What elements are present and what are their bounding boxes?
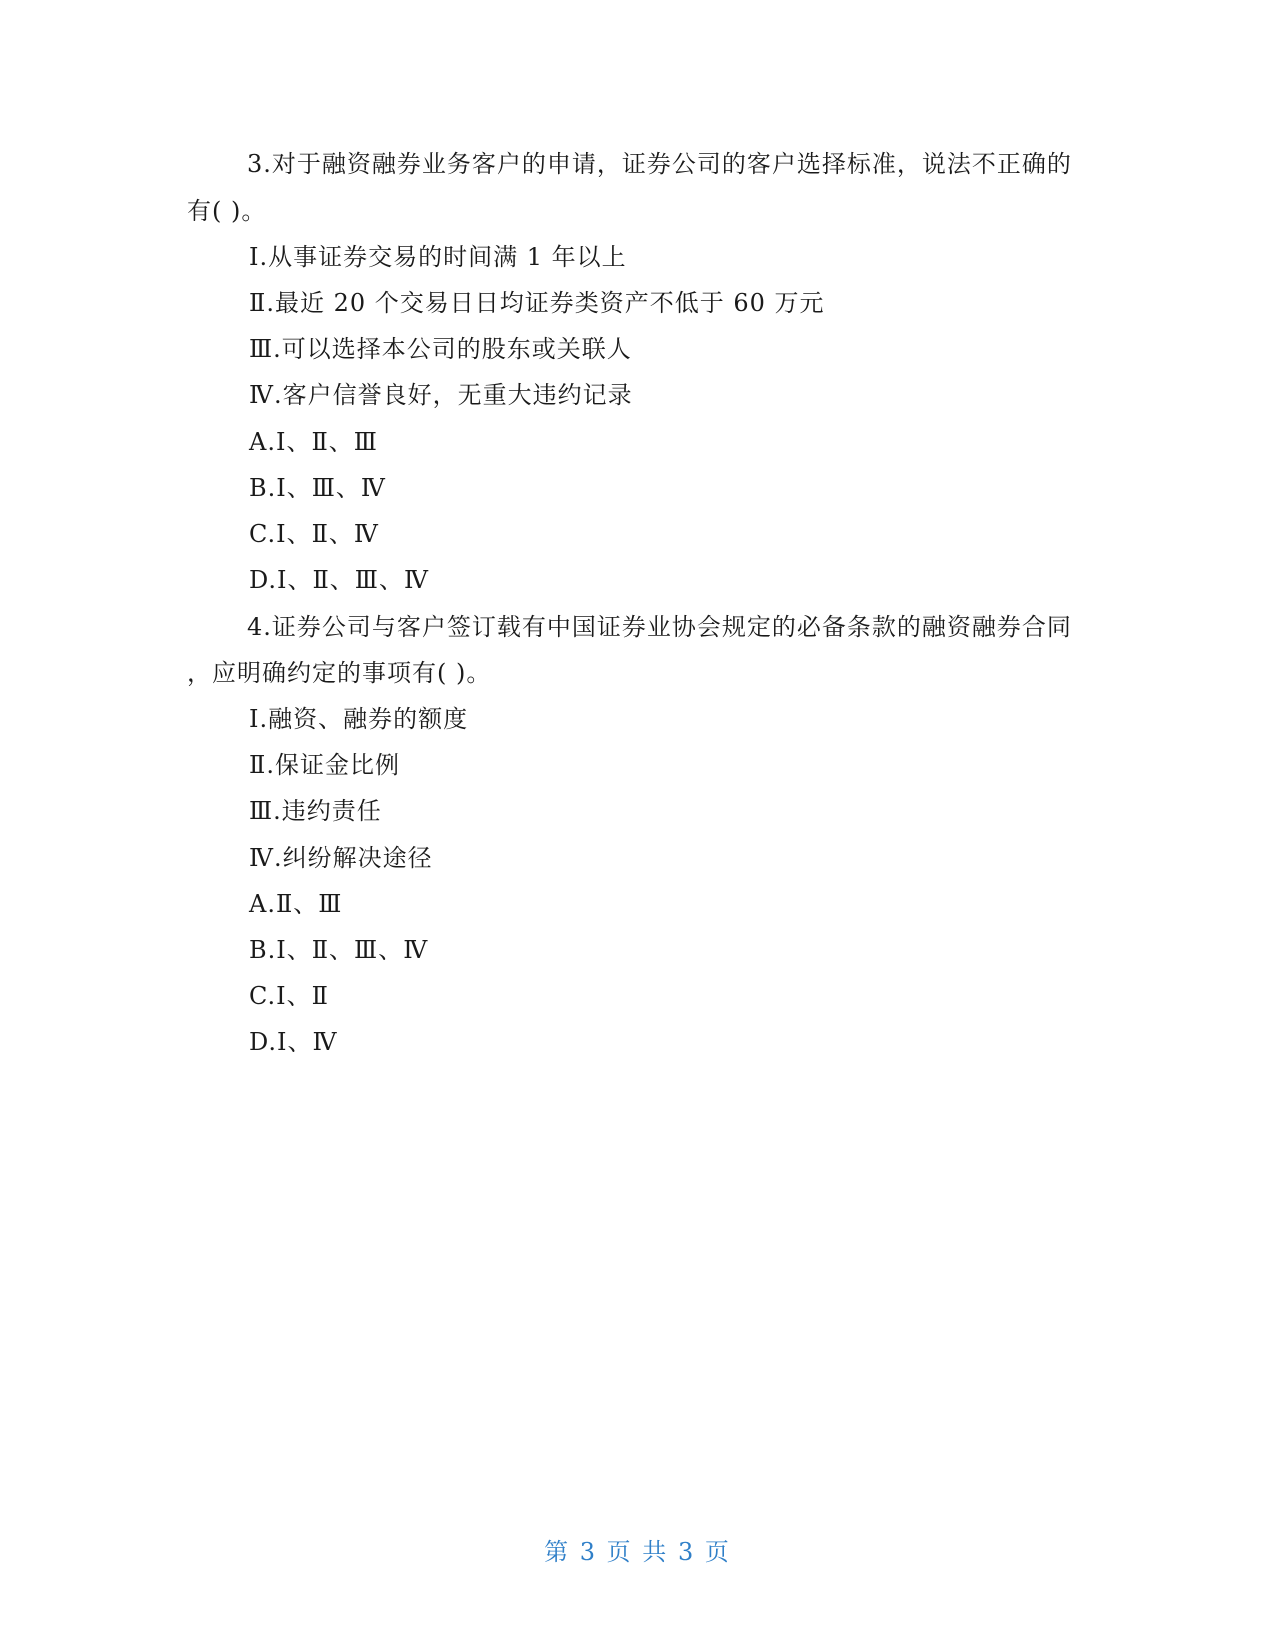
question-3-option-a: A.Ⅰ、Ⅱ、Ⅲ <box>249 428 378 456</box>
question-3-option-c: C.Ⅰ、Ⅱ、Ⅳ <box>249 520 379 548</box>
question-3-stem: 3.对于融资融券业务客户的申请，证券公司的客户选择标准，说法不正确的 <box>247 150 1072 178</box>
question-4-stem: 4.证券公司与客户签订载有中国证券业协会规定的必备条款的融资融券合同 <box>247 613 1072 641</box>
question-4-option-a: A.Ⅱ、Ⅲ <box>249 890 343 918</box>
question-3-statement-4: Ⅳ.客户信誉良好，无重大违约记录 <box>249 381 633 409</box>
question-4-option-c: C.Ⅰ、Ⅱ <box>249 982 329 1010</box>
question-4-statement-3: Ⅲ.违约责任 <box>249 797 382 825</box>
question-4-statement-1: Ⅰ.融资、融券的额度 <box>249 705 469 733</box>
question-3-stem-continued: 有( )。 <box>187 197 267 225</box>
question-4-option-d: D.Ⅰ、Ⅳ <box>249 1028 338 1056</box>
question-4-statement-2: Ⅱ.保证金比例 <box>249 751 400 779</box>
question-3-statement-3: Ⅲ.可以选择本公司的股东或关联人 <box>249 335 632 363</box>
question-3-option-d: D.Ⅰ、Ⅱ、Ⅲ、Ⅳ <box>249 566 429 594</box>
question-4-stem-continued: ，应明确约定的事项有( )。 <box>187 659 492 687</box>
question-3-option-b: B.Ⅰ、Ⅲ、Ⅳ <box>249 474 386 502</box>
question-3-statement-1: Ⅰ.从事证券交易的时间满 1 年以上 <box>249 243 627 271</box>
question-4-statement-4: Ⅳ.纠纷解决途径 <box>249 844 433 872</box>
question-3-statement-2: Ⅱ.最近 20 个交易日日均证券类资产不低于 60 万元 <box>249 289 825 317</box>
page-number-footer: 第 3 页 共 3 页 <box>544 1538 731 1566</box>
question-4-option-b: B.Ⅰ、Ⅱ、Ⅲ、Ⅳ <box>249 936 429 964</box>
